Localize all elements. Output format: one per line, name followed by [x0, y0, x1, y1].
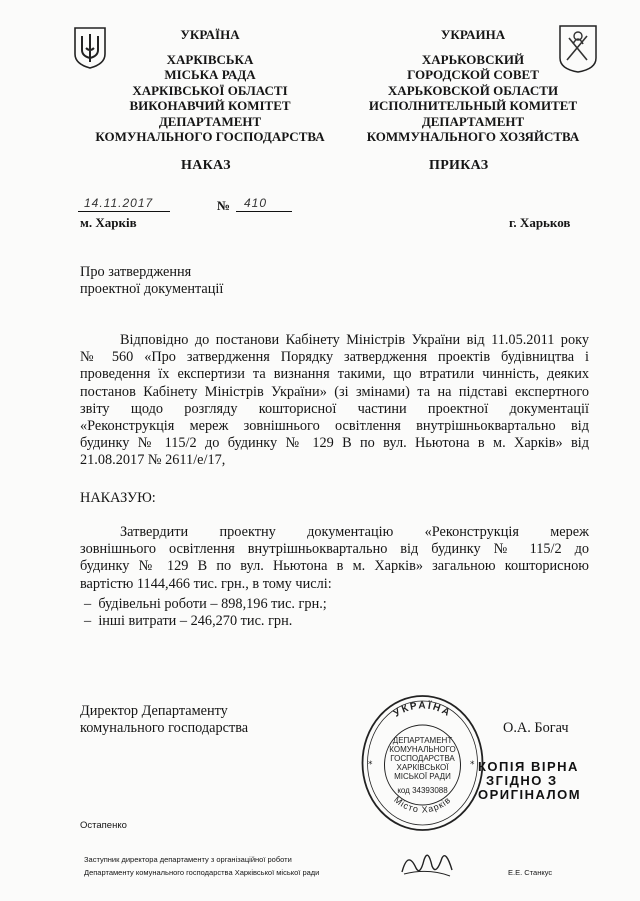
stamp-line: КОМУНАЛЬНОГО	[389, 745, 456, 754]
header-left-line: ХАРКІВСЬКОЇ ОБЛАСТІ	[132, 82, 288, 98]
header-right-country: УКРАИНА	[440, 27, 506, 42]
cost-list	[84, 596, 504, 630]
header-left-line: ВИКОНАВЧИЙ КОМІТЕТ	[129, 98, 291, 113]
header-left-line: КОМУНАЛЬНОГО ГОСПОДАРСТВА	[95, 129, 325, 144]
preamble-line: звіту щодо розгляду кошторисної частини проектної документації	[80, 400, 589, 417]
header-right-line: ХАРЬКОВСКОЙ ОБЛАСТИ	[387, 82, 559, 98]
city-ru: г. Харьков	[509, 215, 571, 230]
order-line: будинку № 129 В по вул. Ньютона в м. Харків» загальною кошторисною	[80, 558, 589, 575]
date-underline	[78, 211, 170, 212]
footer-line: Заступник директора департаменту з організаційної роботи	[84, 855, 292, 864]
header-right-line: ИСПОЛНИТЕЛЬНЫЙ КОМИТЕТ	[368, 98, 578, 113]
order-word: НАКАЗУЮ:	[80, 490, 156, 506]
stamp-top-path: УКРАЇНА	[391, 700, 454, 720]
header-right-line: ГОРОДСКОЙ СОВЕТ	[407, 67, 539, 82]
list-item-text: інші витрати – 246,270 тис. грн.	[98, 613, 293, 630]
header-right-line: ХАРЬКОВСКИЙ	[421, 51, 525, 67]
copy-stamp-line: ОРИГІНАЛОМ	[478, 787, 582, 802]
document-title-ru: ПРИКАЗ	[429, 158, 489, 173]
list-item-text: будівельні роботи – 898,196 тис. грн.;	[98, 596, 327, 612]
header-left-line: МІСЬКА РАДА	[164, 67, 256, 82]
handwritten-signature	[398, 846, 456, 880]
position-line: Директор Департаменту	[80, 703, 228, 719]
number-label: №	[217, 198, 231, 213]
preamble-line: 21.08.2017 № 2611/е/17,	[80, 452, 226, 469]
signatory-position	[80, 703, 340, 737]
list-item	[84, 613, 504, 630]
stamp-bottom-path: Місто Харків	[392, 794, 453, 815]
subject-line: проектної документації	[80, 281, 224, 298]
bullet: –	[84, 613, 92, 630]
official-stamp	[360, 693, 485, 833]
order-line: вартістю 1144,466 тис. грн., в тому числі:	[80, 575, 332, 592]
stamp-line: ДЕПАРТАМЕНТ	[392, 736, 453, 745]
signatory-name: О.А. Богач	[503, 720, 569, 736]
order-line: Затвердити проектну документацію «Реконструкція мереж	[120, 524, 589, 540]
document-date: 14.11.2017	[84, 196, 154, 210]
document-number: 410	[244, 196, 268, 210]
preamble-line: проведення їх експертизи та визнання такими, що втратили чинність, деяких	[80, 366, 589, 383]
stamp-star-icon: *	[368, 760, 373, 770]
header-right-line: ДЕПАРТАМЕНТ	[421, 113, 525, 129]
header-left-country: УКРАЇНА	[180, 27, 240, 42]
preamble	[80, 332, 589, 470]
position-line: комунального господарства	[80, 720, 249, 737]
header-right	[356, 27, 590, 145]
order-text	[80, 524, 589, 593]
city-ua: м. Харків	[80, 215, 137, 230]
list-item	[84, 596, 504, 613]
preamble-line: № 560 «Про затвердження Порядку затвердження проектів будівництва і	[80, 349, 589, 366]
stamp-top-text	[392, 699, 453, 720]
stamp-line: МІСЬКОЇ РАДИ	[394, 772, 451, 781]
copy-stamp-line: КОПІЯ ВІРНА	[478, 759, 579, 774]
copy-stamp	[478, 760, 581, 802]
preamble-line: Відповідно до постанови Кабінету Міністрів України від 11.05.2011 року	[120, 332, 589, 348]
header-left-line: ДЕПАРТАМЕНТ	[158, 113, 262, 129]
header-left-line: ХАРКІВСЬКА	[166, 51, 254, 67]
stamp-line: ГОСПОДАРСТВА	[390, 754, 455, 763]
copy-stamp-line: ЗГІДНО З	[486, 773, 558, 788]
stamp-code: код 34393088	[397, 786, 448, 795]
bullet: –	[84, 596, 92, 612]
subject-line: Про затвердження	[80, 264, 192, 280]
subject	[80, 264, 340, 298]
executor-name: Остапенко	[80, 820, 127, 831]
header-left	[78, 27, 342, 145]
footer-line: Департаменту комунального господарства Харківської міської ради	[84, 868, 320, 877]
stamp-star-icon: *	[470, 760, 475, 770]
footer-signatory: Е.Е. Станкус	[508, 868, 553, 877]
document-title-ua: НАКАЗ	[181, 158, 231, 173]
header-right-line: КОММУНАЛЬНОГО ХОЗЯЙСТВА	[366, 129, 580, 144]
preamble-line: будинку № 115/2 до будинку № 129 В по вул. Ньютона в м. Харків» від	[80, 435, 589, 452]
stamp-line: ХАРКІВСЬКОЇ	[396, 763, 449, 772]
number-underline	[236, 211, 292, 212]
order-line: зовнішнього освітлення внутрішньоквартально від будинку № 115/2 до	[80, 541, 589, 558]
preamble-line: постанов Кабінету Міністрів України» (зі змінами) та на підставі експертного	[80, 383, 589, 400]
preamble-line: «Реконструкція мереж зовнішнього освітлення внутрішньоквартально від	[80, 418, 589, 435]
